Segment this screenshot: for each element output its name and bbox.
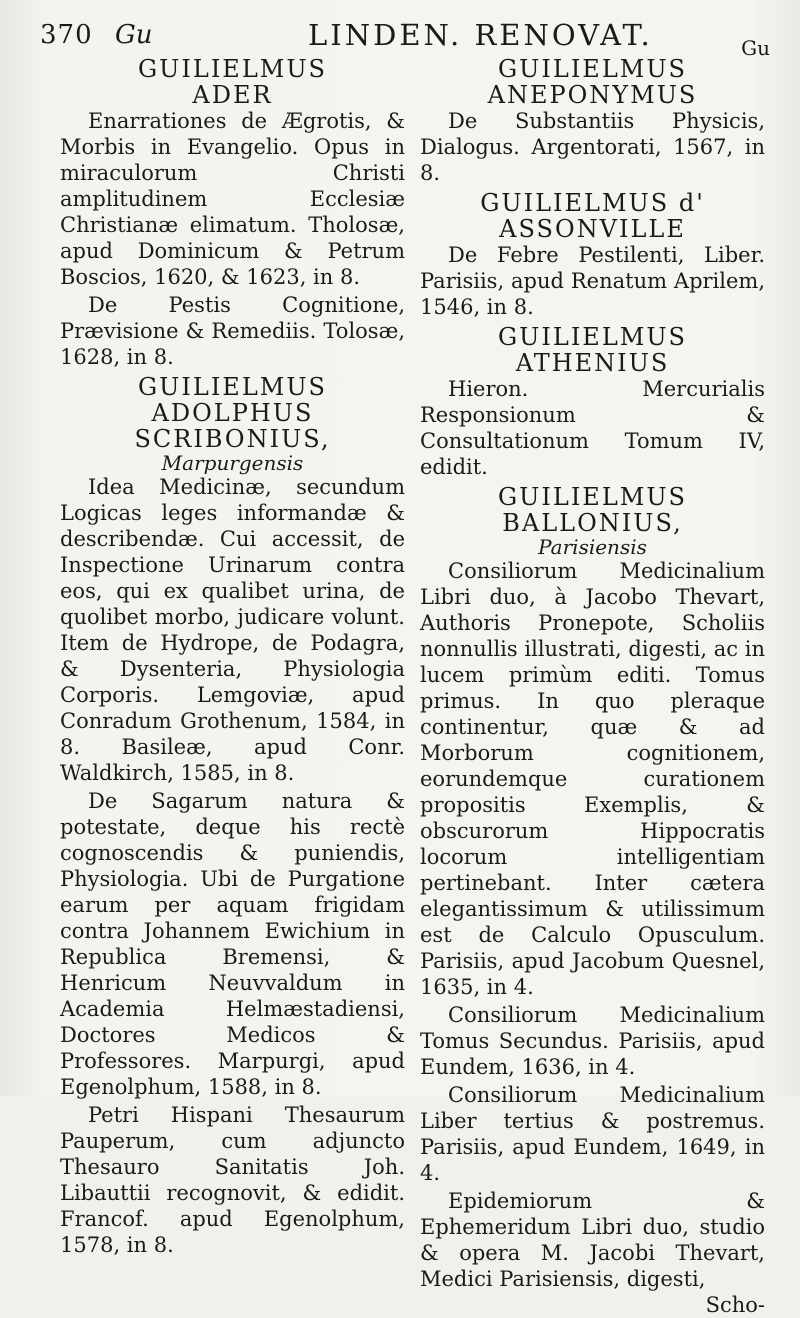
bibliography-entry: De Sagarum natura & potestate, deque his rectè cognoscendis & puniendis, Physiologia. Ubi de Purgatione earum per aquam frigidam contra Johannem Ewichium in Republica Bremensi, & Henricum Neuvvaldum in Academia Helmæstadiensi, Doctores Medicos & Professores. Marpurgi, apud Egenolphum, 1588, in 8. (60, 789, 405, 1099)
bibliography-entry: Consiliorum Medicinalium Liber tertius & postremus. Parisiis, apud Eundem, 1649, in 4. (420, 1083, 765, 1185)
bibliography-entry: De Substantiis Physicis, Dialogus. Argentorati, 1567, in 8. (420, 109, 765, 185)
page-number: 370 (40, 20, 93, 50)
author-block (420, 484, 765, 1292)
running-header (40, 14, 770, 60)
bibliography-entry: Hieron. Mercurialis Responsionum & Consultationum Tomum IV, edidit. (420, 377, 765, 479)
author-subheading: ADER (192, 81, 273, 109)
bibliography-entry: Epidemiorum & Ephemeridum Libri duo, studio & opera M. Jacobi Thevart, Medici Parisiensis, digesti, (420, 1189, 765, 1291)
bibliography-entry: Consiliorum Medicinalium Libri duo, à Jacobo Thevart, Authoris Pronepote, Scholiis nonnullis illustrati, digesti, ac in lucem primùm editi. Tomus primus. In quo pleraque continentur, quæ & ad Morborum cognitionem, eorundemque curationem propositis Exemplis, & obscurorum Hippocratis locorum intelligentiam pertinebant. Inter cætera elegantissimum & utilissimum est de Calculo Opusculum. Parisiis, apud Jacobum Quesnel, 1635, in 4. (420, 559, 765, 999)
header-key-right: Gu (741, 36, 770, 60)
author-heading: GUILIELMUS BALLONIUS, (498, 483, 687, 537)
author-heading: GUILIELMUS d' ASSONVILLE (480, 189, 705, 243)
bibliography-entry: De Pestis Cognitione, Prævisione & Remediis. Tolosæ, 1628, in 8. (60, 293, 405, 369)
author-block (60, 56, 405, 370)
author-heading: GUILIELMUS (138, 55, 327, 83)
left-column (60, 52, 405, 1258)
author-block (420, 324, 765, 480)
bibliography-entry: Enarrationes de Ægrotis, & Morbis in Evangelio. Opus in miraculorum Christi amplitudinem Ecclesiæ Christianæ elimatum. Tholosæ, apud Dominicum & Petrum Boscios, 1620, & 1623, in 8. (60, 109, 405, 289)
author-origin: Marpurgensis (161, 451, 304, 475)
bibliography-entry: De Febre Pestilenti, Liber. Parisiis, apud Renatum Aprilem, 1546, in 8. (420, 243, 765, 319)
bibliography-entry: Consiliorum Medicinalium Tomus Secundus. Parisiis, apud Eundem, 1636, in 4. (420, 1003, 765, 1079)
author-block (420, 56, 765, 186)
author-block (60, 374, 405, 1258)
author-block (420, 190, 765, 320)
right-column (420, 52, 765, 1318)
catchword: Scho- (705, 1293, 765, 1317)
author-heading: GUILIELMUS ATHENIUS (498, 323, 687, 377)
running-title: LINDEN. RENOVAT. (308, 18, 653, 52)
author-origin: Parisiensis (538, 535, 647, 559)
author-heading: GUILIELMUS ADOLPHUS SCRIBONIUS, (134, 373, 331, 453)
bibliography-entry: Idea Medicinæ, secundum Logicas leges informandæ & describendæ. Cui accessit, de Inspectione Urinarum contra eos, qui ex qualibet urina, de quolibet morbo, judicare volunt. Item de Hydrope, de Podagra, & Dysenteria, Physiologia Corporis. Lemgoviæ, apud Conradum Grothenum, 1584, in 8. Basileæ, apud Conr. Waldkirch, 1585, in 8. (60, 475, 405, 785)
author-heading: GUILIELMUS ANEPONYMUS (487, 55, 698, 109)
bibliography-entry: Petri Hispani Thesaurum Pauperum, cum adjuncto Thesauro Sanitatis Joh. Libauttii recognovit, & edidit. Francof. apud Egenolphum, 1578, in 8. (60, 1103, 405, 1257)
header-key-left: Gu (115, 20, 153, 50)
